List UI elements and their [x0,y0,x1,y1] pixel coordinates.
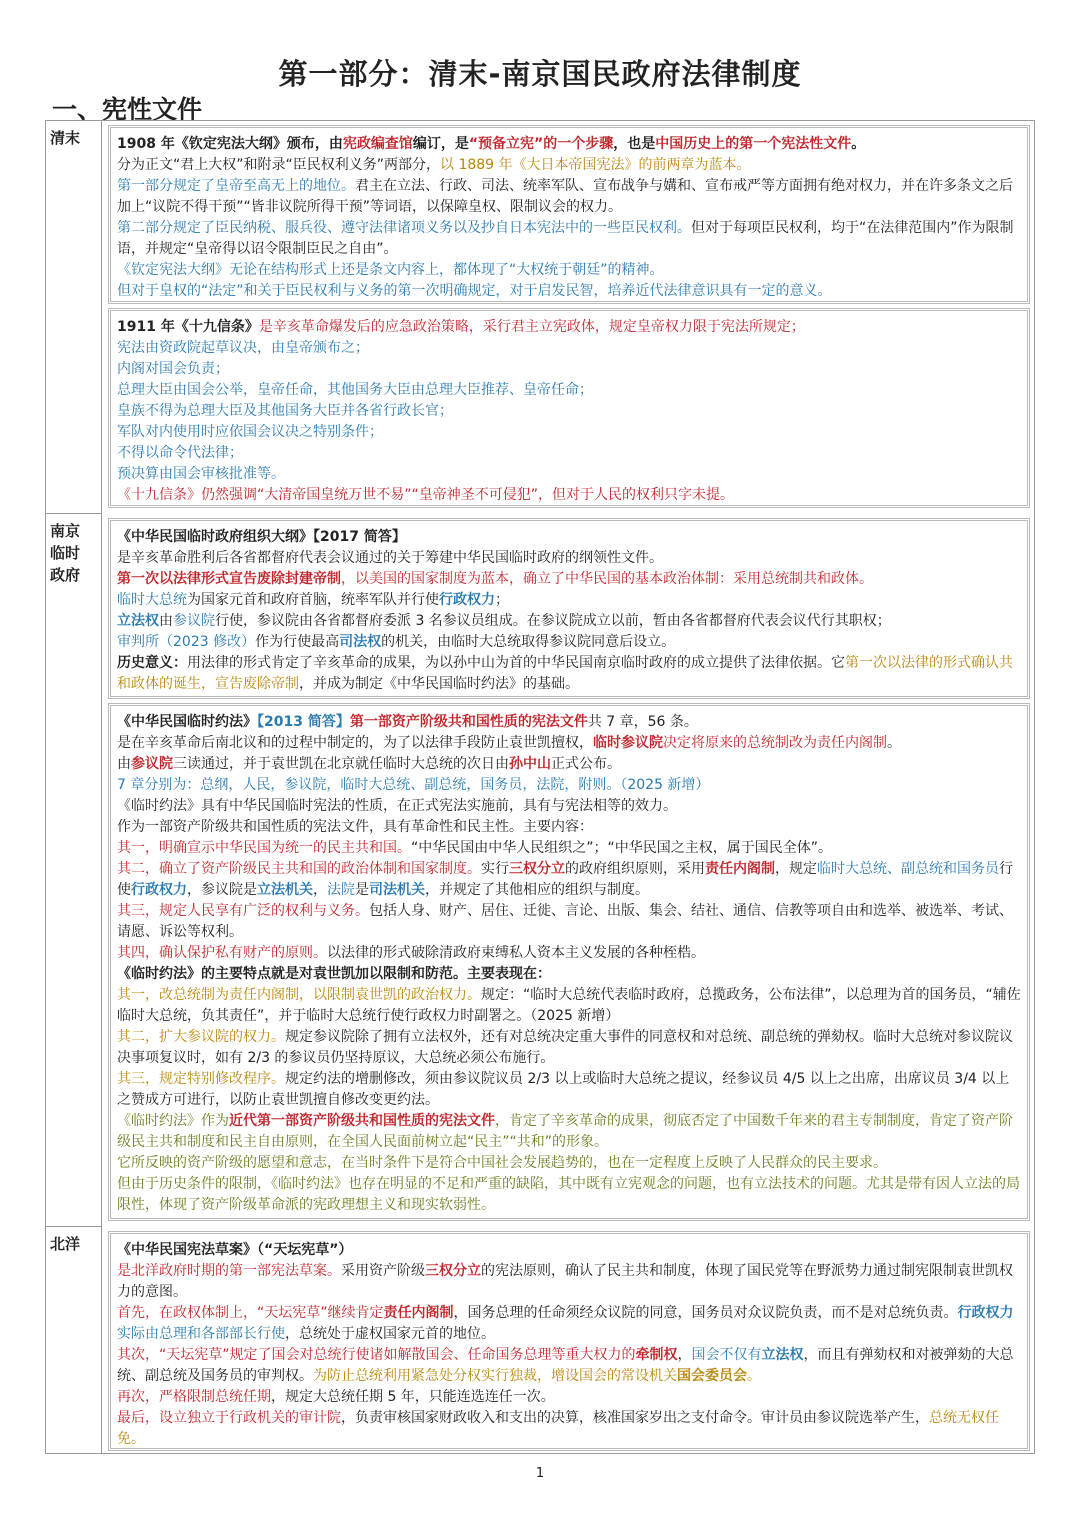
paragraph [117,260,1021,281]
era-cell-qingmo: 清末 [46,121,102,514]
box-qinding-xianfa-dagang [108,125,1030,304]
text-run: ， [313,882,327,898]
paragraph [117,775,1021,796]
text-run: 《临时约法》的主要特点就是对袁世凯加以限制和防范。主要表现在： [117,966,551,982]
paragraph [117,817,1021,838]
paragraph [117,338,1021,359]
content-table [45,120,1035,1454]
text-run: 预决算由国会审核批准等。 [117,466,285,482]
text-run: 第一部分规定了皇帝至高无上的地位。 [117,178,355,194]
paragraph [117,1261,1021,1303]
text-run: 历史意义： [117,655,187,671]
text-run: 宪法由资政院起草议决，由皇帝颁布之； [117,340,369,356]
paragraph [117,1153,1021,1174]
text-run: 【2013 简答】 [257,714,350,730]
text-run: 国会委员会 [677,1368,747,1384]
text-run: 不得以命令代法律； [117,445,243,461]
paragraph [117,176,1021,218]
text-run: 其二，扩大参议院的权力。 [117,1029,285,1045]
paragraph [117,359,1021,380]
text-run: 是北洋政府时期的第一部宪法草案。 [117,1263,341,1279]
text-run: 分为正文“君上大权”和附录“臣民权利义务”两部分， [117,157,441,173]
paragraph [117,464,1021,485]
text-run: 皇族不得为总理大臣及其他国务大臣并各省行政长官； [117,403,453,419]
paragraph [117,134,1021,155]
text-run: 孙中山 [509,756,551,772]
text-run: 规定约法的增删修改，须由参议院议员 2/3 以上或临时大总统之提议，经参议员 4/5 以上之出席，出席议员 3/4 以上之赞成方可进行，以防止袁世凯擅自修改变更约法。 [117,1071,1010,1108]
text-run: ； [495,592,509,608]
text-run: 首先，在政权体制上，“天坛宪草”继续肯定 [117,1305,384,1321]
text-run: 但由于历史条件的限制，《临时约法》也存在明显的不足和严重的缺陷，其中既有立宪观念的问题，也有立法技术的问题。尤其是带有因人立法的局限性，体现了资产阶级革命派的宪政理想主义和现实软弱性。 [117,1176,1020,1213]
text-run: 国会不仅有 [691,1347,762,1363]
text-run: 1908 年《钦定宪法大纲》颁布，由 [117,136,343,152]
text-run: ，以美国的国家制度为蓝本，确立了中华民国的基本政治体制：采用总统制共和政体。 [341,571,873,587]
text-run: 中国历史上的第一个宪法性文件 [655,136,852,152]
text-run: 其一，明确宣示中华民国为统一的民主共和国。 [117,840,411,856]
text-run: 由 [159,613,173,629]
text-run: 作为行使最高 [255,634,340,650]
paragraph [117,485,1021,506]
text-run: 包括人身、财产、居住、迁徙、言论、出版、集会、结社、通信、信教等项自由和选举、被选举、考试、请愿、诉讼等权利。 [117,903,1013,940]
text-run: 责任内阁制 [705,861,775,877]
paragraph [117,632,1021,653]
text-run: 编订，是 [412,136,469,152]
text-run: “预备立宪”的一个步骤 [468,136,614,152]
paragraph [117,712,1021,733]
section-title: 一、宪性文件 [52,95,203,124]
text-run: 《中华民国临时政府组织大纲》【2017 简答】 [117,529,406,545]
text-run: ，规定 [775,861,817,877]
text-run: 《中华民国宪法草案》（“天坛宪草”） [117,1242,353,1258]
text-run: 参议院 [173,613,215,629]
text-run: 行政权力 [131,882,187,898]
text-run: 第一部资产阶级共和国性质的宪法文件 [349,714,588,730]
text-run: 但对于每项臣民权利，均于“在法律范围内”作为限制语，并规定“皇帝得以诏令限制臣民之自由”。 [117,220,1014,257]
text-run: 总统无权任免。 [117,1410,999,1447]
text-run: 作为一部资产阶级共和国性质的宪法文件，具有革命性和民主性。主要内容： [117,819,593,835]
text-run: 为国家元首和政府首脑，统率军队并行使 [187,592,439,608]
text-run: 由 [117,756,131,772]
text-run: 《钦定宪法大纲》无论在结构形式上还是条文内容上，都体现了“大权统于朝廷”的精神。 [117,262,664,278]
box-tiantan-xiancao [108,1231,1030,1451]
text-run: 正式公布。 [551,756,621,772]
paragraph [117,317,1021,338]
paragraph [117,1345,1021,1387]
page-title: 第一部分：清末-南京国民政府法律制度 [278,57,802,91]
text-run: 再次，严格限制总统任期 [117,1389,271,1405]
text-run: 其二，确立了资产阶级民主共和国的政治体制和国家制度。 [117,861,481,877]
text-run: 军队对内使用时应依国会议决之特别条件； [117,424,383,440]
text-run: 。 [851,136,866,152]
text-run: 临时大总统 [117,592,187,608]
box-linshi-zhengfu-zuzhi-dagang [108,518,1030,699]
text-run: 第一次以法律的形式确认共和政体的诞生，宣告废除帝制 [117,655,1013,692]
text-run: 总理大臣由国会公举，皇帝任命，其他国务大臣由总理大臣推荐、皇帝任命； [117,382,593,398]
paragraph [117,548,1021,569]
text-run: 《临时约法》作为 [117,1113,229,1129]
text-run: 采用资产阶级 [341,1263,425,1279]
paragraph [117,281,1021,302]
text-run: 其四，确认保护私有财产的原则。 [117,945,327,961]
text-run: 1911 年《十九信条》 [117,319,259,335]
paragraph [117,901,1021,943]
text-run: 牵制权 [635,1347,678,1363]
text-run: 三读通过，并于袁世凯在北京就任临时大总统的次日由 [173,756,509,772]
paragraph [117,653,1021,695]
era-cell-beiyang: 北洋 [46,1227,102,1454]
text-run: 近代第一部资产阶级共和国性质的宪法文件 [229,1113,495,1129]
text-run: ，并规定了其他相应的组织与制度。 [425,882,649,898]
paragraph [117,1408,1021,1450]
text-run: 其三，规定特别修改程序。 [117,1071,285,1087]
text-run: 司法权 [339,634,382,650]
paragraph [117,380,1021,401]
text-run: 立法权 [761,1347,804,1363]
paragraph [117,859,1021,901]
text-run: 用法律的形式肯定了辛亥革命的成果，为以孙中山为首的中华民国南京临时政府的成立提供了法律依据。它 [187,655,845,671]
paragraph [117,1387,1021,1408]
text-run: 以法律的形式破除清政府束缚私人资本主义发展的各种桎梏。 [327,945,705,961]
page-number: 1 [535,1466,545,1481]
text-run: 但对于皇权的“法定”和关于臣民权利与义务的第一次明确规定，对于启发民智，培养近代法律意识具有一定的意义。 [117,283,832,299]
text-run: 行政权力 [957,1305,1014,1321]
text-run: 的政府组织原则，采用 [565,861,705,877]
text-run: ，并成为制定《中华民国临时约法》的基础。 [299,676,579,692]
text-run: 其三，规定人民享有广泛的权利与义务。 [117,903,369,919]
text-run: 《十九信条》仍然强调“大清帝国皇统万世不易”“皇帝神圣不可侵犯”，但对于人民的权利只字未提。 [117,487,735,503]
text-run: 为防止总统利用紧急处分权实行独裁，增设国会的常设机关 [313,1368,677,1384]
text-run: ，参议院是 [187,882,257,898]
paragraph [117,155,1021,176]
text-run: 最后，设立独立于行政机关的审计院 [117,1410,341,1426]
text-run: 行使 [117,861,1013,898]
text-run: 临时参议院 [593,735,663,751]
text-run: 规定参议院除了拥有立法权外，还有对总统决定重大事件的同意权和对总统、副总统的弹劾权。临时大总统对参议院议决事项复议时，如有 2/3 的参议员仍坚持原议，大总统必须公布施行。 [117,1029,1013,1066]
text-run: 《临时约法》具有中华民国临时宪法的性质，在正式宪法实施前，具有与宪法相等的效力。 [117,798,677,814]
paragraph [117,1069,1021,1111]
text-run: 是辛亥革命爆发后的应急政治策略，采行君主立宪政体，规定皇帝权力限于宪法所规定； [258,319,805,335]
text-run: 的宪法原则，确认了民主共和制度，体现了国民党等在野派势力通过制宪限制袁世凯权力的意图。 [117,1263,1013,1300]
text-run: 7 章分别为：总纲，人民，参议院，临时大总统、副总统，国务员，法院，附则。（2025 新增） [117,777,710,793]
paragraph [117,611,1021,632]
text-run: ，而且有弹劾权和对被弹劾的大总统、副总统及国务员的审判权。 [117,1347,1014,1384]
text-run: 实际由总理和各部部长行使 [117,1326,285,1342]
paragraph [117,569,1021,590]
text-run: 宪政编查馆 [342,136,413,152]
text-run: 内阁对国会负责； [117,361,229,377]
box-linshi-yuefa [108,703,1030,1221]
text-run: 行政权力 [439,592,495,608]
paragraph [117,443,1021,464]
text-run: 是辛亥革命胜利后各省都督府代表会议通过的关于筹建中华民国临时政府的纲领性文件。 [117,550,663,566]
paragraph [117,1174,1021,1216]
text-run: 以 1889 年《大日本帝国宪法》的前两章为蓝本。 [440,157,751,173]
text-run: 实行 [481,861,509,877]
paragraph [117,964,1021,985]
text-run: 。 [747,1368,761,1384]
text-run: ， [677,1347,692,1363]
paragraph [117,838,1021,859]
text-run: 规定：“临时大总统代表临时政府，总揽政务，公布法律”，以总理为首的国务员，“辅佐临时大总统，负其责任”，并于临时大总统行使行政权力时副署之。（2025 新增） [117,987,1021,1024]
text-run: ，也是 [613,136,656,152]
text-run: ，国务总理的任命须经众议院的同意，国务员对众议院负责，而不是对总统负责。 [453,1305,958,1321]
box-shijiu-xintiao [108,308,1030,508]
text-run: 君主在立法、行政、司法、统率军队、宣布战争与媾和、宣布戒严等方面拥有绝对权力，并在许多条文之后加上“议院不得干预”“皆非议院所得干预”等词语，以保障皇权、限制议会的权力。 [117,178,1013,215]
text-run: 它所反映的资产阶级的愿望和意志，在当时条件下是符合中国社会发展趋势的，也在一定程度上反映了人民群众的民主要求。 [117,1155,887,1171]
text-run: “中华民国由中华人民组织之”；“中华民国之主权，属于国民全体”。 [411,840,833,856]
text-run: ，负责审核国家财政收入和支出的决算，核准国家岁出之支付命令。审计员由参议院选举产生， [341,1410,929,1426]
paragraph [117,422,1021,443]
text-run: 参议院 [131,756,173,772]
text-run: 三权分立 [509,861,565,877]
text-run: 法院 [327,882,355,898]
paragraph [117,590,1021,611]
text-run: 第一次以法律形式宣告废除封建帝制 [117,571,341,587]
text-run: 是在辛亥革命后南北议和的过程中制定的，为了以法律手段防止袁世凯擅权， [117,735,593,751]
text-run: 的机关，由临时大总统取得参议院同意后设立。 [381,634,676,650]
text-run: 司法机关 [369,882,425,898]
paragraph [117,218,1021,260]
text-run: 共 7 章，56 条。 [587,714,698,730]
text-run: 是 [355,882,369,898]
text-run: ，规定大总统任期 5 年，只能连选连任一次。 [271,1389,555,1405]
paragraph [117,754,1021,775]
paragraph [117,401,1021,422]
text-run: ，总统处于虚权国家元首的地位。 [285,1326,495,1342]
text-run: 审判所（2023 修改） [117,634,256,650]
text-run: 其一，改总统制为责任内阁制，以限制袁世凯的政治权力。 [117,987,481,1003]
text-run: 其次，“天坛宪草”规定了国会对总统行使诸如解散国会、任命国务总理等重大权力的 [117,1347,636,1363]
text-run: 。 [887,735,901,751]
paragraph [117,796,1021,817]
text-run: 立法机关 [257,882,313,898]
text-run: 立法权 [117,613,159,629]
era-cell-nanjing: 南京临时政府 [46,514,102,1227]
text-run: 临时大总统、副总统和国务员 [817,861,999,877]
paragraph [117,985,1021,1027]
paragraph [117,1303,1021,1345]
text-run: ，肯定了辛亥革命的成果，彻底否定了中国数千年来的君主专制制度，肯定了资产阶级民主共和制度和民主自由原则，在全国人民面前树立起“民主”“共和”的形象。 [117,1113,1013,1150]
text-run: 第二部分规定了臣民纳税、服兵役、遵守法律诸项义务以及抄自日本宪法中的一些臣民权利。 [117,220,691,236]
text-run: 三权分立 [425,1263,481,1279]
paragraph [117,943,1021,964]
paragraph [117,733,1021,754]
paragraph [117,1240,1021,1261]
paragraph [117,1111,1021,1153]
paragraph [117,527,1021,548]
text-run: 责任内阁制 [383,1305,454,1321]
text-run: 《中华民国临时约法》 [117,714,257,730]
text-run: 行使，参议院由各省都督府委派 3 名参议员组成。在参议院成立以前，暂由各省都督府代表会议代行其职权； [215,613,891,629]
text-run: 决定将原来的总统制改为责任内阁制 [663,735,887,751]
paragraph [117,1027,1021,1069]
